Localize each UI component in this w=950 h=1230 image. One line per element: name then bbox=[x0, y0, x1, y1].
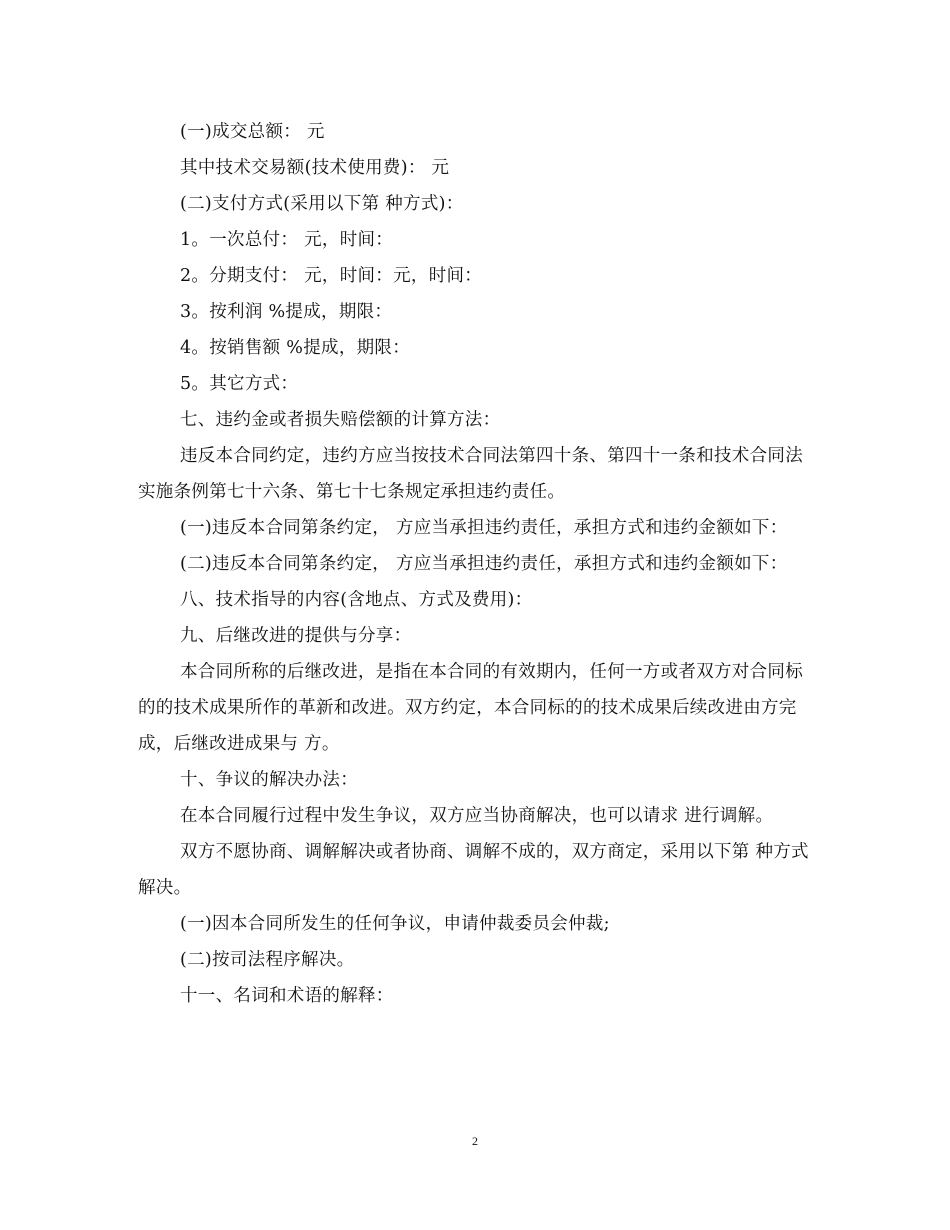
paragraph-lump-sum: 1。一次总付： 元，时间： bbox=[180, 230, 394, 250]
paragraph-judicial: (二)按司法程序解决。 bbox=[180, 950, 355, 970]
paragraph-breach-1: (一)违反本合同第条约定， 方应当承担违约责任，承担方式和违约金额如下： bbox=[180, 518, 788, 538]
heading-section-9: 九、后继改进的提供与分享： bbox=[180, 626, 412, 646]
paragraph-breach-liability: 违反本合同约定，违约方应当按技术合同法第四十条、第四十一条和技术合同法实施条例第七十六条、第七十七条规定承担违约责任。 bbox=[138, 446, 803, 502]
paragraph-sales-share: 4。按销售额 %提成，期限： bbox=[180, 338, 411, 358]
paragraph-tech-fee: 其中技术交易额(技术使用费)： 元 bbox=[180, 158, 450, 178]
heading-section-11: 十一、名词和术语的解释： bbox=[180, 986, 394, 1006]
paragraph-other-method: 5。其它方式： bbox=[180, 374, 299, 394]
page-number: 2 bbox=[472, 1134, 478, 1148]
heading-section-8: 八、技术指导的内容(含地点、方式及费用)： bbox=[180, 590, 533, 610]
paragraph-installments: 2。分期支付： 元，时间：元，时间： bbox=[180, 266, 483, 286]
heading-section-7: 七、违约金或者损失赔偿额的计算方法： bbox=[180, 410, 501, 430]
heading-section-10: 十、争议的解决办法： bbox=[180, 770, 358, 790]
paragraph-profit-share: 3。按利润 %提成，期限： bbox=[180, 302, 393, 322]
paragraph-improvements: 本合同所称的后继改进，是指在本合同的有效期内，任何一方或者双方对合同标的的技术成果所作的革新和改进。双方约定，本合同标的的技术成果后续改进由方完成，后继改进成果与 方。 bbox=[138, 662, 803, 754]
paragraph-negotiation: 在本合同履行过程中发生争议，双方应当协商解决，也可以请求 进行调解。 bbox=[180, 806, 774, 826]
paragraph-breach-2: (二)违反本合同第条约定， 方应当承担违约责任，承担方式和违约金额如下： bbox=[180, 554, 788, 574]
paragraph-resolution-method: 双方不愿协商、调解解决或者协商、调解不成的，双方商定，采用以下第 种方式解决。 bbox=[138, 842, 809, 898]
paragraph-total-amount: (一)成交总额： 元 bbox=[180, 122, 325, 142]
document-body bbox=[138, 114, 818, 1014]
paragraph-arbitration: (一)因本合同所发生的任何争议，申请仲裁委员会仲裁; bbox=[180, 914, 610, 934]
paragraph-payment-method: (二)支付方式(采用以下第 种方式)： bbox=[180, 194, 464, 214]
